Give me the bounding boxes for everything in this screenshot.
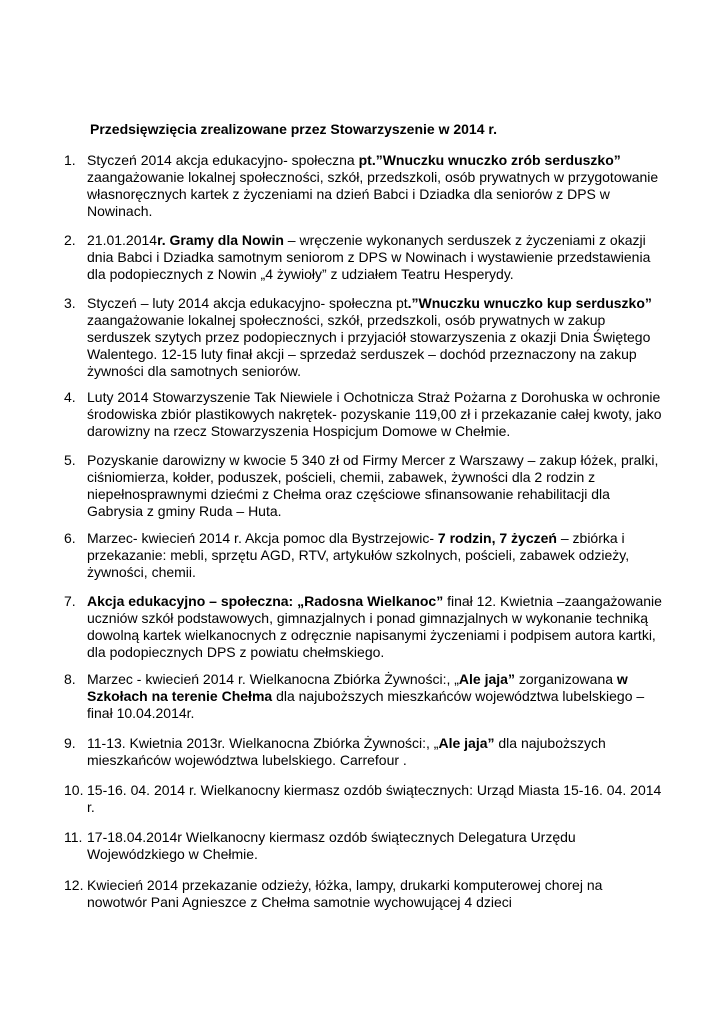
item-line: Nowinach. (87, 203, 153, 219)
item-line: darowizny na rzecz Stowarzyszenia Hospicjum Domowe w Chełmie. (87, 423, 511, 439)
item-line: uczniów szkół podstawowych, gimnazjalnych i ponad gimnazjalnych w wykonanie techniką (87, 610, 649, 626)
item-line: dla podopiecznych DPS z powiatu chełmskiego. (87, 644, 385, 660)
item-line: Kwiecień 2014 przekazanie odzieży, łóżka, lampy, drukarki komputerowej chorej na (87, 877, 603, 893)
item-line: zaangażowanie lokalnej społeczności, szkół, przedszkoli, osób prywatnych w zakup (87, 312, 606, 328)
item-line: r. (87, 799, 95, 815)
item-line: Luty 2014 Stowarzyszenie Tak Niewiele i Ochotnicza Straż Pożarna z Dorohuska w ochronie (87, 389, 661, 405)
list-item (64, 829, 654, 863)
item-number: 1. (64, 152, 76, 168)
list-item (64, 877, 654, 911)
list-item (64, 671, 654, 722)
list-item (64, 232, 654, 283)
item-line: finał 10.04.2014r. (87, 705, 195, 721)
item-number: 10. (64, 782, 84, 798)
item-line: Styczeń 2014 akcja edukacyjno- społeczna pt.”Wnuczku wnuczko zrób serduszko” (87, 152, 621, 168)
list-item (64, 782, 662, 816)
item-number: 3. (64, 295, 76, 311)
item-line: Walentego. 12-15 luty finał akcji – sprzedaż serduszek – dochód przeznaczony na zakup (87, 346, 637, 362)
document-title: Przedsięwzięcia zrealizowane przez Stowarzyszenie w 2014 r. (90, 121, 497, 137)
item-line: dla podopiecznych z Nowin „4 żywioły” z udziałem Teatru Hesperydy. (87, 266, 514, 282)
list-item (64, 593, 662, 661)
list-item (64, 530, 654, 581)
item-line: mieszkańców województwa lubelskiego. Carrefour . (87, 752, 407, 768)
item-number: 5. (64, 452, 76, 468)
item-line: serduszek szytych przez podopiecznych i przyjaciół stowarzyszenia z okazji Dnia Świętego (87, 329, 651, 345)
item-number: 6. (64, 530, 76, 546)
item-number: 11. (64, 829, 83, 845)
item-line: niepełnosprawnymi dziećmi z Chełma oraz częściowe sfinansowanie rehabilitacji dla (87, 486, 610, 502)
item-line: dnia Babci i Dziadka samotnym seniorom z DPS w Nowinach i wystawienie przedstawienia (87, 249, 651, 265)
list-item (64, 295, 654, 380)
item-number: 12. (64, 877, 84, 893)
item-line: żywności, chemii. (87, 564, 196, 580)
item-line: żywności dla samotnych seniorów. (87, 363, 301, 379)
item-line: środowiska zbiór plastikowych nakrętek- pozyskanie 119,00 zł i przekazanie całej kwoty, jako (87, 406, 662, 422)
item-number: 4. (64, 389, 76, 405)
item-line: 11-13. Kwietnia 2013r. Wielkanocna Zbiórka Żywności:, „Ale jaja” dla najuboższych (87, 735, 606, 751)
item-line: zaangażowanie lokalnej społeczności, szkół, przedszkoli, osób prywatnych w przygotowanie (87, 169, 659, 185)
item-line: Marzec- kwiecień 2014 r. Akcja pomoc dla Bystrzejowic- 7 rodzin, 7 życzeń – zbiórka i (87, 530, 625, 546)
list-item (64, 152, 659, 220)
item-line: przekazanie: mebli, sprzętu AGD, RTV, artykułów szkolnych, pościeli, zabawek odzieży, (87, 547, 630, 563)
item-line: Wojewódzkiego w Chełmie. (87, 846, 258, 862)
item-line: Pozyskanie darowizny w kwocie 5 340 zł od Firmy Mercer z Warszawy – zakup łóżek, pralki, (87, 452, 659, 468)
item-number: 9. (64, 735, 76, 751)
item-line: nowotwór Pani Agnieszce z Chełma samotnie wychowującej 4 dzieci (87, 894, 512, 910)
item-line: Styczeń – luty 2014 akcja edukacyjno- społeczna pt.”Wnuczku wnuczko kup serduszko” (87, 295, 652, 311)
item-number: 7. (64, 593, 76, 609)
item-line: 21.01.2014r. Gramy dla Nowin – wręczenie wykonanych serduszek z życzeniami z okazji (87, 232, 646, 248)
item-line: własnoręcznych kartek z życzeniami na dzień Babci i Dziadka dla seniorów z DPS w (87, 186, 610, 202)
item-line: dowolną kartek wielkanocnych z odręcznie napisanymi życzeniami i podpisem autora kartki, (87, 627, 656, 643)
list-item (64, 452, 659, 520)
item-line: Szkołach na terenie Chełma dla najuboższych mieszkańców województwa lubelskiego – (87, 688, 645, 704)
item-number: 2. (64, 232, 76, 248)
item-line: ciśniomierza, kołder, poduszek, pościeli, chemii, zabawek, żywności dla 2 rodzin z (87, 469, 596, 485)
item-line: 15-16. 04. 2014 r. Wielkanocny kiermasz ozdób świątecznych: Urząd Miasta 15-16. 04. 2014 (87, 782, 662, 798)
item-line: Gabrysia z gminy Ruda – Huta. (87, 503, 282, 519)
item-line: Akcja edukacyjno – społeczna: „Radosna Wielkanoc” finał 12. Kwietnia –zaangażowanie (87, 593, 662, 609)
item-line: 17-18.04.2014r Wielkanocny kiermasz ozdób świątecznych Delegatura Urzędu (87, 829, 576, 845)
list-item (64, 735, 654, 769)
list-item (64, 389, 662, 440)
item-line: Marzec - kwiecień 2014 r. Wielkanocna Zbiórka Żywności:, „Ale jaja” zorganizowana w (87, 671, 628, 687)
item-number: 8. (64, 671, 76, 687)
